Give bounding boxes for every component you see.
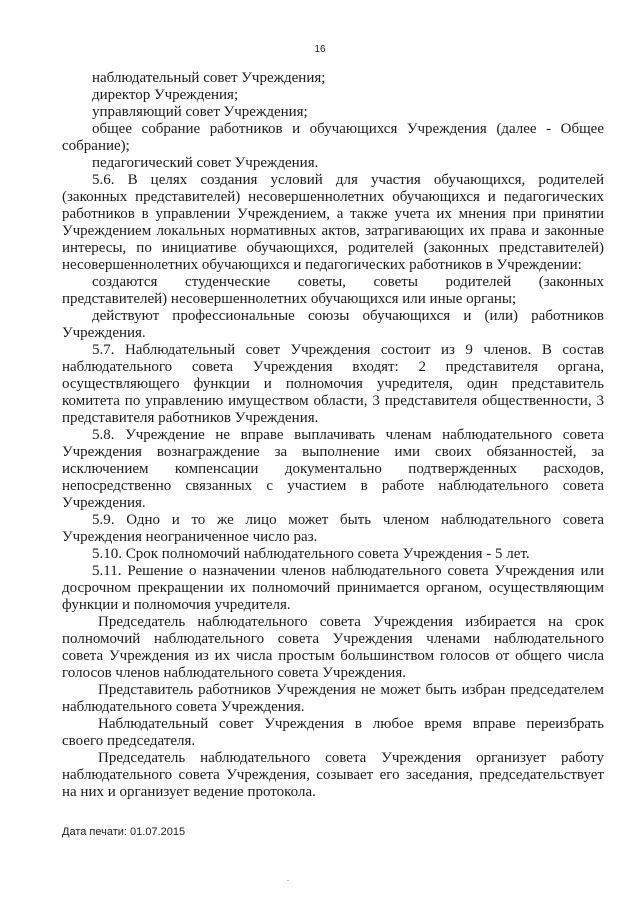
text-line: Председатель наблюдательного совета Учреждения избирается на срок — [98, 614, 604, 630]
paragraph — [62, 342, 604, 427]
paragraph — [62, 546, 604, 563]
text-line: представителей) несовершеннолетних обучающихся или иные органы; — [62, 291, 517, 307]
paragraph — [62, 716, 604, 750]
text-line: Учреждения. — [62, 325, 146, 341]
paragraph — [62, 512, 604, 546]
text-line: досрочном прекращении их полномочий принимается органом, осуществляющим — [62, 580, 604, 596]
text-line: наблюдательного совета Учреждения. — [62, 699, 305, 715]
text-line: (законных представителей) несовершеннолетних обучающихся и педагогических — [62, 189, 604, 205]
document-body — [62, 70, 604, 801]
page-number: 16 — [314, 44, 326, 55]
text-line: совета Учреждения из их числа простым большинством голосов от общего числа — [62, 648, 604, 664]
text-line: комитета по управлению имуществом области, 3 представителя общественности, 3 — [62, 393, 604, 409]
text-line: интересы, по инициативе обучающихся, родителей (законных представителей) — [62, 240, 604, 256]
text-line: наблюдательного совета Учреждения, созывает его заседания, председательствует — [62, 767, 604, 783]
text-line: наблюдательный совет Учреждения; — [92, 70, 326, 86]
scan-speck — [287, 880, 289, 881]
text-line: создаются студенческие советы, советы родителей (законных — [92, 274, 604, 290]
text-line: Учреждения. — [62, 495, 146, 511]
text-line: полномочий наблюдательного совета Учреждения членами наблюдательного — [62, 631, 604, 647]
text-line: осуществляющего функции и полномочия учредителя, один представитель — [62, 376, 604, 392]
text-line: работников в управлении Учреждением, а также учета их мнения при принятии — [62, 206, 604, 222]
paragraph — [62, 104, 604, 121]
text-line: функции и полномочия учредителя. — [62, 597, 291, 613]
text-line: своего председателя. — [62, 733, 196, 749]
paragraph — [62, 308, 604, 342]
text-line: исключением компенсации документально подтвержденных расходов, — [62, 461, 604, 477]
text-line: Учреждения неограниченное число раз. — [62, 529, 318, 545]
paragraph — [62, 427, 604, 512]
paragraph — [62, 274, 604, 308]
text-line: Представитель работников Учреждения не может быть избран председателем — [98, 682, 604, 698]
text-line: 5.8. Учреждение не вправе выплачивать членам наблюдательного совета — [92, 427, 604, 443]
paragraph — [62, 614, 604, 682]
text-line: 5.7. Наблюдательный совет Учреждения состоит из 9 членов. В состав — [92, 342, 604, 358]
text-line: Председатель наблюдательного совета Учреждения организует работу — [98, 750, 604, 766]
text-line: действуют профессиональные союзы обучающихся и (или) работников — [92, 308, 604, 324]
text-line: 5.6. В целях создания условий для участия обучающихся, родителей — [92, 172, 604, 188]
text-line: несовершеннолетних обучающихся и педагогических работников в Учреждении: — [62, 257, 582, 273]
print-date: Дата печати: 01.07.2015 — [62, 826, 186, 838]
text-line: 5.11. Решение о назначении членов наблюдательного совета Учреждения или — [92, 563, 604, 579]
text-line: 5.10. Срок полномочий наблюдательного совета Учреждения - 5 лет. — [92, 546, 530, 562]
text-line: управляющий совет Учреждения; — [92, 104, 308, 120]
text-line: педагогический совет Учреждения. — [92, 155, 319, 171]
paragraph — [62, 155, 604, 172]
text-line: непосредственно связанных с участием в работе наблюдательного совета — [62, 478, 604, 494]
text-line: Учреждением локальных нормативных актов, затрагивающих их права и законные — [62, 223, 604, 239]
paragraph — [62, 563, 604, 614]
paragraph — [62, 70, 604, 87]
text-line: 5.9. Одно и то же лицо может быть членом наблюдательного совета — [92, 512, 604, 528]
text-line: голосов членов наблюдательного совета Учреждения. — [62, 665, 406, 681]
text-line: общее собрание работников и обучающихся Учреждения (далее - Общее — [92, 121, 604, 137]
paragraph — [62, 750, 604, 801]
paragraph — [62, 87, 604, 104]
text-line: Учреждения вознаграждение за выполнение ими своих обязанностей, за — [62, 444, 604, 460]
paragraph — [62, 121, 604, 155]
text-line: представителя работников Учреждения. — [62, 410, 319, 426]
text-line: Наблюдательный совет Учреждения в любое время вправе переизбрать — [98, 716, 604, 732]
text-line: директор Учреждения; — [92, 87, 239, 103]
text-line: наблюдательного совета Учреждения входят: 2 представителя органа, — [62, 359, 604, 375]
paragraph — [62, 172, 604, 274]
paragraph — [62, 682, 604, 716]
text-line: на них и организует ведение протокола. — [62, 784, 316, 800]
text-line: собрание); — [62, 138, 130, 154]
